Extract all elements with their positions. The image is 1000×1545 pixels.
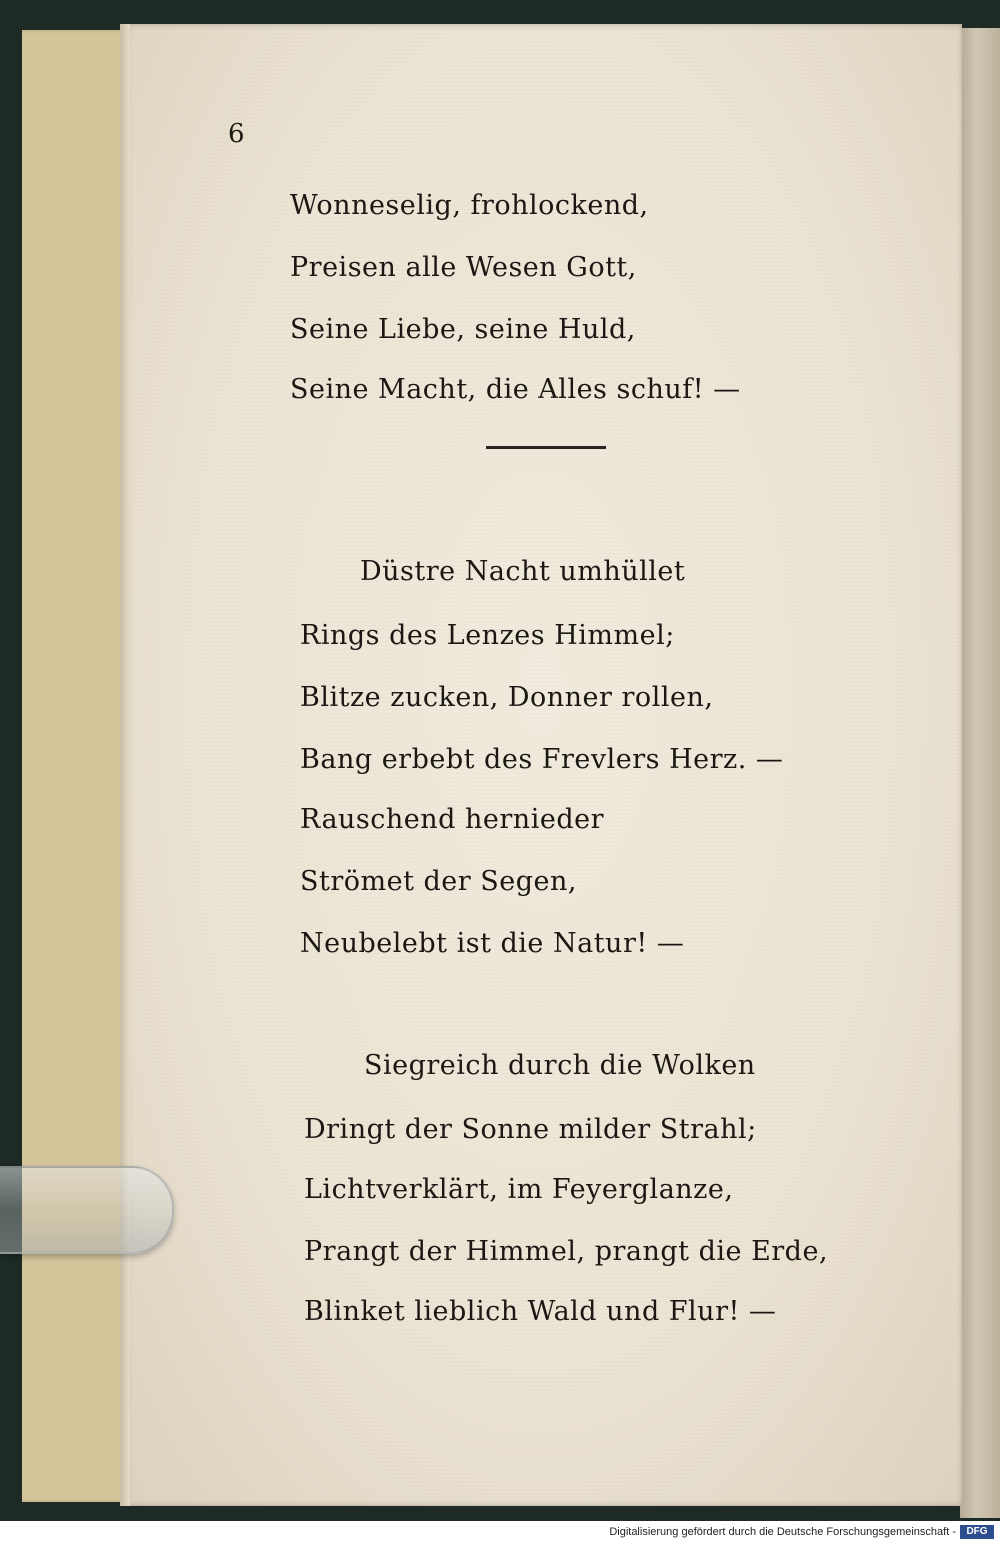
poem-line: Wonneselig, frohlockend, xyxy=(290,190,649,221)
poem-line: Preisen alle Wesen Gott, xyxy=(290,252,637,283)
poem-line: Bang erbebt des Frevlers Herz. — xyxy=(300,744,784,775)
page-clip xyxy=(0,1166,174,1254)
poem-line: Blitze zucken, Donner rollen, xyxy=(300,682,714,713)
dfg-logo: DFG xyxy=(960,1525,994,1539)
page-gutter-shadow xyxy=(120,24,130,1506)
poem-line: Blinket lieblich Wald und Flur! — xyxy=(304,1296,777,1327)
book-page xyxy=(120,24,962,1506)
page-number: 6 xyxy=(228,119,245,149)
poem-line: Rings des Lenzes Himmel; xyxy=(300,620,675,651)
poem-line: Rauschend hernieder xyxy=(300,804,604,835)
poem-line: Strömet der Segen, xyxy=(300,866,577,897)
poem-line: Seine Macht, die Alles schuf! — xyxy=(290,374,741,405)
poem-line: Dringt der Sonne milder Strahl; xyxy=(304,1114,757,1145)
poem-line: Düstre Nacht umhüllet xyxy=(360,556,686,587)
poem-line: Seine Liebe, seine Huld, xyxy=(290,314,636,345)
poem-line: Prangt der Himmel, prangt die Erde, xyxy=(304,1236,829,1267)
digitization-footer xyxy=(0,1521,1000,1545)
poem-line: Neubelebt ist die Natur! — xyxy=(300,928,685,959)
next-page-edge xyxy=(960,28,1000,1518)
book-cover-edge xyxy=(22,30,134,1502)
section-divider xyxy=(486,446,606,449)
poem-line: Siegreich durch die Wolken xyxy=(364,1050,756,1081)
funding-notice: Digitalisierung gefördert durch die Deutsche Forschungsgemeinschaft - xyxy=(609,1526,956,1538)
poem-line: Lichtverklärt, im Feyerglanze, xyxy=(304,1174,734,1205)
